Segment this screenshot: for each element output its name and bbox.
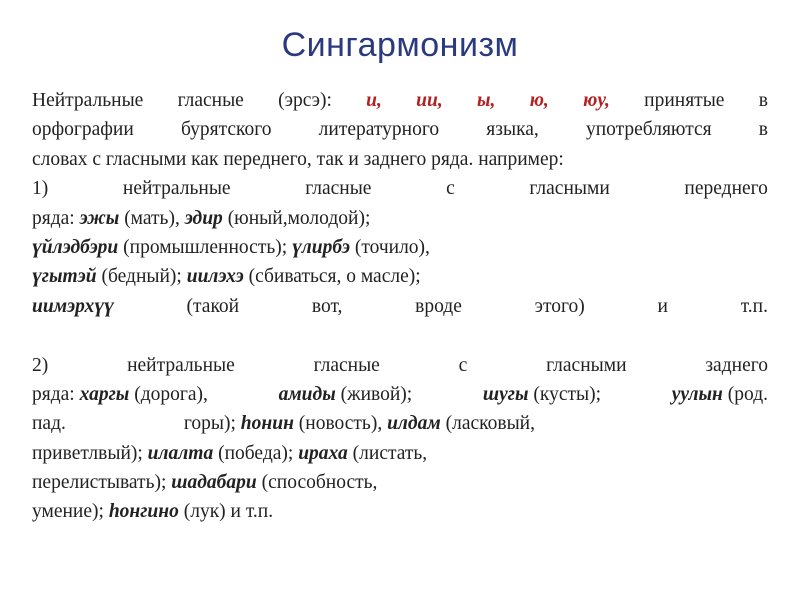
p3-line-6 [32,497,768,526]
word: принятые [644,90,725,111]
segment [483,380,601,409]
word: (эрсэ): [278,90,332,111]
word: переднего [684,178,768,200]
example-word: эжы [79,207,120,229]
word: в [758,119,768,141]
translation: (победа); [213,442,299,464]
word: литературного [318,119,440,141]
example-word: иилэхэ [186,266,244,288]
word: этого) [534,295,585,317]
example-word: һонин [240,413,294,435]
p2-line-2 [32,204,768,233]
p2-line-5 [32,292,768,321]
vowel: ю, [529,90,549,111]
translation: (юный,молодой); [222,207,371,229]
translation: (сбиваться, о масле); [243,266,421,288]
example-word: харгы [79,383,130,405]
vowel: ы, [477,90,496,111]
p1-line-1 [32,86,768,115]
text: приветлвый); [32,442,148,464]
example-word: уулын [671,383,723,405]
example-word: амиды [278,383,336,405]
word: языка, [486,119,539,141]
p3-line-4 [32,439,768,468]
word: гласными [546,354,627,376]
translation: (род. [722,383,768,405]
text: горы); [183,413,241,435]
word: гласные [305,178,372,200]
vowel: и, [366,90,382,111]
word: орфографии [32,119,134,141]
p2-line-1 [32,174,768,203]
example-word: үлирбэ [292,236,350,258]
word: вот, [311,295,343,317]
segment [279,380,413,409]
word: (такой [186,295,240,317]
p1-line-2 [32,115,768,144]
word: вроде [415,295,462,317]
p3-line-3 [32,409,768,438]
example-word: илдам [387,413,441,435]
p3-line-5 [32,468,768,497]
word: в [758,90,768,111]
text: перелистывать); [32,472,172,494]
translation: (листать, [347,442,428,464]
p3-line-2 [32,380,768,409]
translation: (способность, [256,472,378,494]
word: с [458,354,468,376]
example-word: илалта [147,442,214,464]
translation: (кусты); [528,383,602,405]
slide-body [32,86,768,527]
example-word: ираха [298,442,348,464]
translation: (дорога), [129,383,208,405]
word: т.п. [740,295,768,317]
translation: (промышленность); [118,236,293,258]
example-word: үгытэй [32,266,97,288]
translation: (новость), [293,413,388,435]
word: 1) [32,178,49,200]
word: и [657,295,668,317]
slide-title: Сингармонизм [281,26,519,64]
text: ряда: [32,207,80,229]
word: нейтральные [122,178,231,200]
translation: (точило), [349,236,430,258]
translation: (ласковый, [440,413,535,435]
example-word: шугы [482,383,529,405]
segment [672,380,768,409]
text: ряда: [32,383,80,405]
example-word: иимэрхүү [32,295,114,317]
word: бурятского [180,119,272,141]
segment [32,380,208,409]
spacer [32,321,768,350]
vowel: юу, [583,90,610,111]
example-word: шадабари [171,472,257,494]
vowel: ии, [416,90,443,111]
text: пад. [32,413,66,435]
word: гласными [529,178,610,200]
word: нейтральные [127,354,235,376]
translation: (лук) и т.п. [178,501,274,523]
word: употребляются [585,119,712,141]
word: 2) [32,354,49,376]
text: умение); [32,501,109,523]
word: гласные [313,354,380,376]
translation: (живой); [335,383,413,405]
word: заднего [705,354,768,376]
p2-line-4 [32,262,768,291]
word: Нейтральные [32,90,144,111]
translation: (мать), [119,207,185,229]
example-word: эдир [184,207,223,229]
p3-line-1 [32,351,768,380]
word: с [446,178,455,200]
p1-line-3: словах с гласными как переднего, так и заднего ряда. например: [32,148,564,170]
example-word: һонгино [108,501,179,523]
example-word: үйлэдбэри [32,236,119,258]
p2-line-3 [32,233,768,262]
word: гласные [177,90,244,111]
translation: (бедный); [96,266,187,288]
